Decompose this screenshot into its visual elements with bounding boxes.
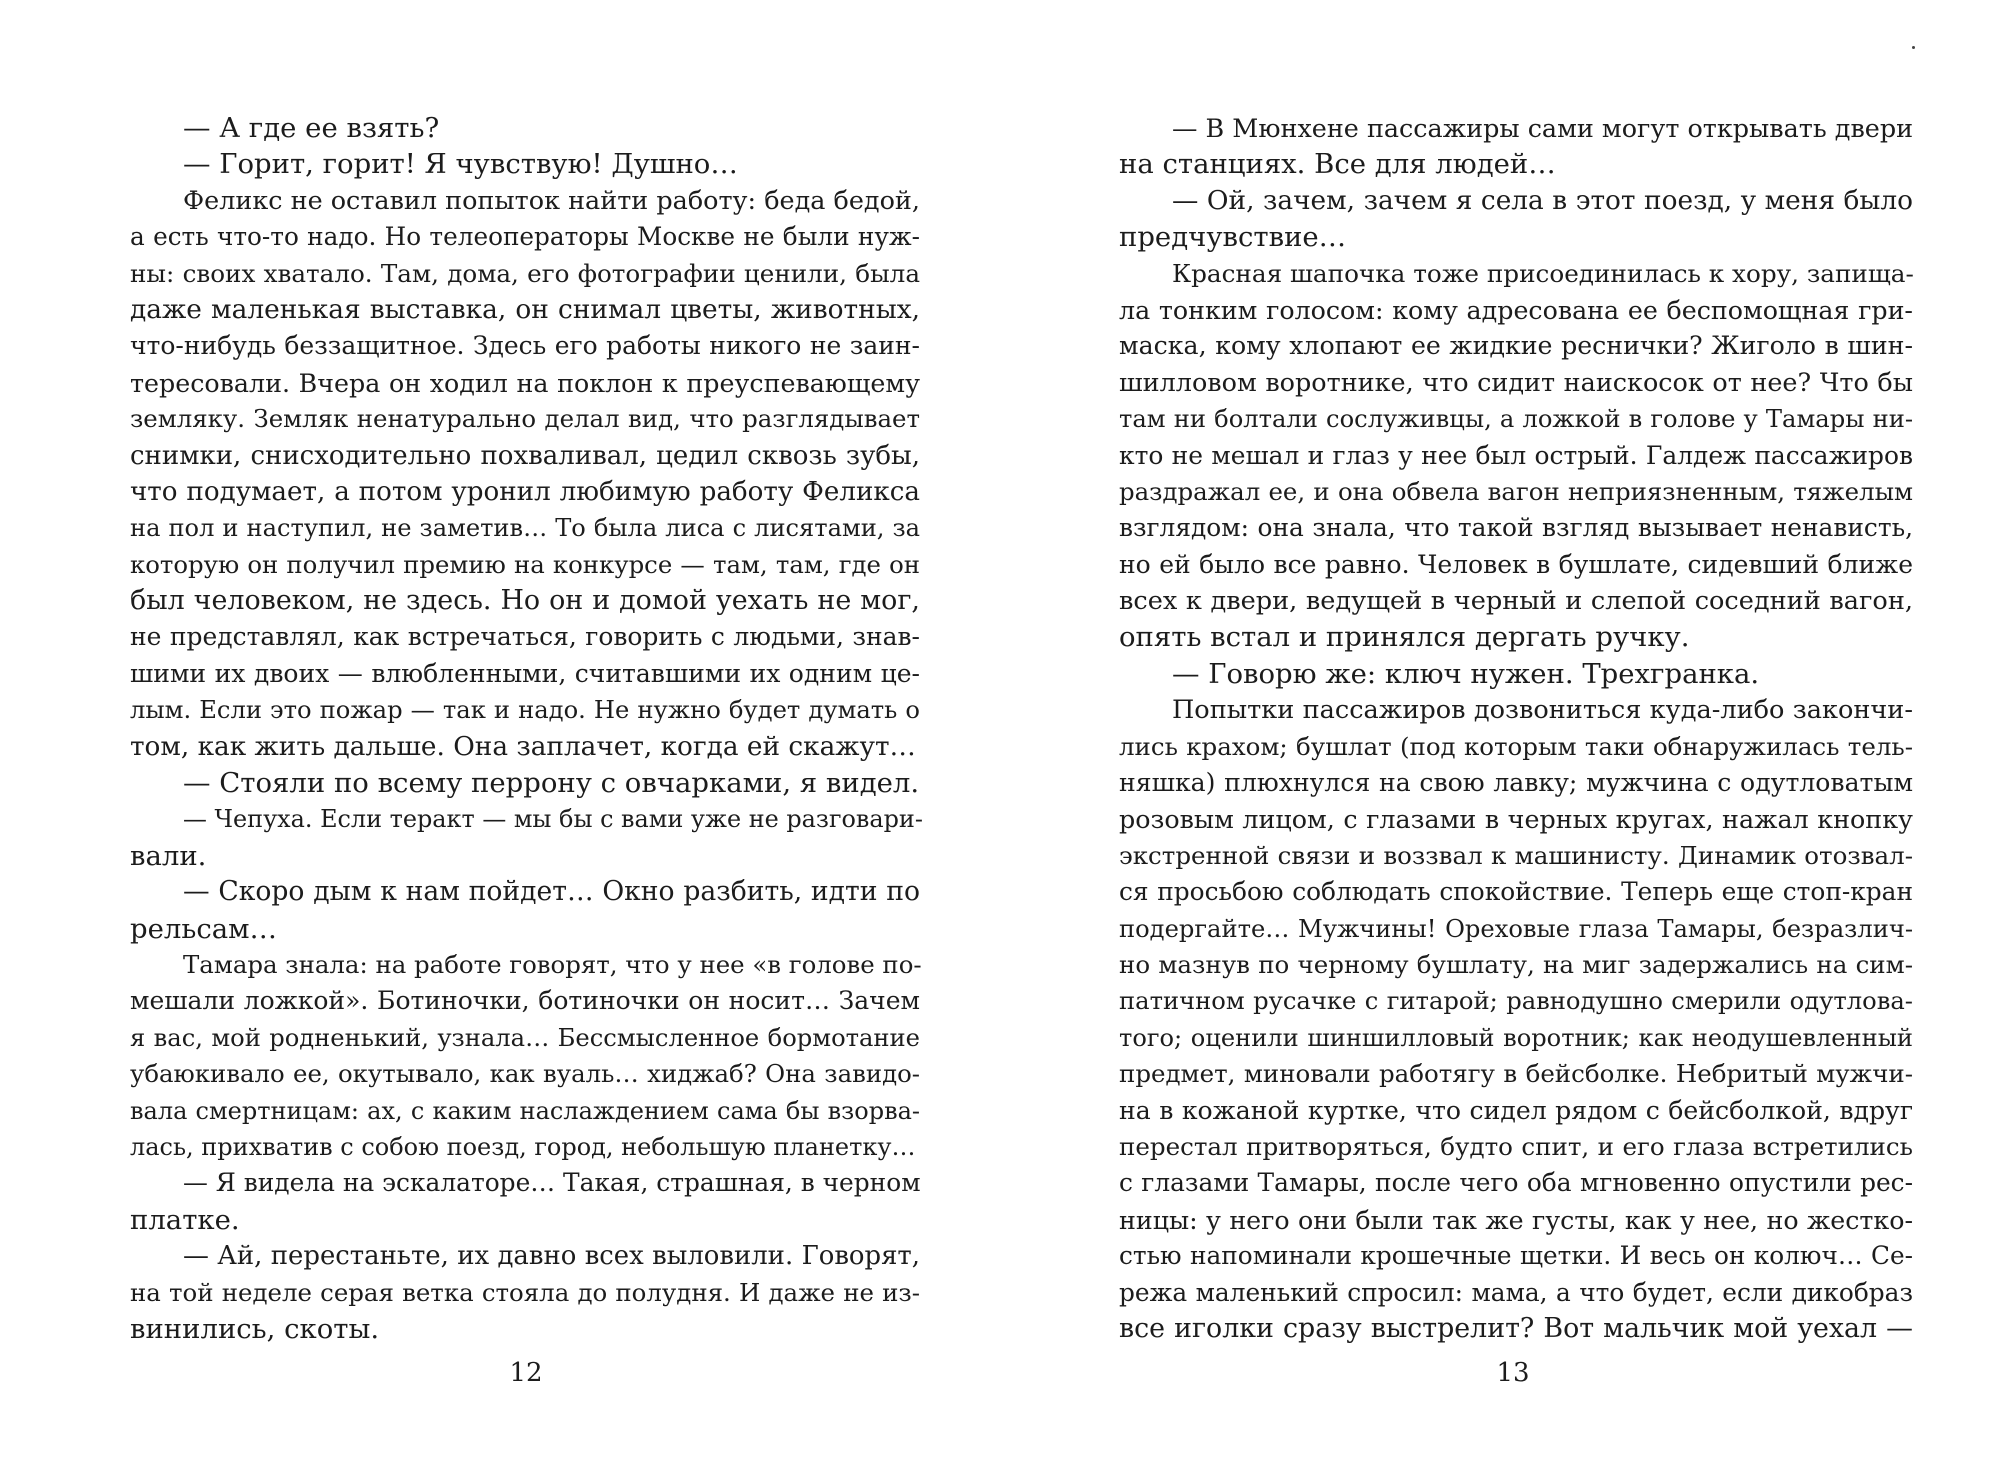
- text-line: няшка) плюхнулся на свою лавку; мужчина с одутловатым: [1119, 768, 1913, 798]
- text-line: ла тонким голосом: кому адресована ее беспомощная гри-: [1119, 294, 1913, 325]
- text-line: подергайте… Мужчины! Ореховые глаза Тамары, безразлич-: [1119, 914, 1913, 943]
- right-page-text: [1119, 110, 1913, 1347]
- text-line: — Ай, перестаньте, их давно всех выловили. Говорят,: [183, 1241, 920, 1272]
- text-line: на пол и наступил, не заметив… То была лиса с лисятами, за: [130, 514, 920, 543]
- text-line: убаюкивало ее, окутывало, как вуаль… хиджаб? Она завидо-: [130, 1059, 920, 1089]
- text-line: — Я видела на эскалаторе… Такая, страшная, в черном: [183, 1168, 921, 1198]
- text-line: — А где ее взять?: [183, 112, 440, 144]
- text-line: я вас, мой родненький, узнала… Бессмысленное бормотание: [130, 1023, 920, 1052]
- text-line: экстренной связи и воззвал к машинисту. Динамик отозвал-: [1119, 840, 1913, 870]
- text-line: режа маленький спросил: мама, а что будет, если дикобраз: [1119, 1277, 1913, 1307]
- text-line: стью напоминали крошечные щетки. И весь он колюч… Се-: [1119, 1241, 1913, 1271]
- text-line: тересовали. Вчера он ходил на поклон к преуспевающему: [130, 367, 920, 398]
- text-line: земляку. Земляк ненатурально делал вид, что разглядывает: [130, 404, 920, 434]
- text-line: Красная шапочка тоже присоединилась к хору, запища-: [1172, 258, 1914, 288]
- text-line: шилловом воротнике, что сидит наискосок от нее? Что бы: [1119, 367, 1913, 398]
- text-line: — Чепуха. Если теракт — мы бы с вами уже не разговари-: [183, 805, 923, 834]
- text-line: на в кожаной куртке, что сидел рядом с бейсболкой, вдруг: [1119, 1095, 1913, 1125]
- text-line: всех к двери, ведущей в черный и слепой соседний вагон,: [1119, 586, 1913, 617]
- text-line: не представлял, как встречаться, говорить с людьми, знав-: [130, 622, 920, 652]
- text-line: все иголки сразу выстрелит? Вот мальчик мой уехал —: [1119, 1312, 1913, 1344]
- text-line: там ни болтали сослуживцы, а ложкой в голове у Тамары ни-: [1119, 405, 1913, 434]
- text-line: которую он получил премию на конкурсе — там, там, где он: [130, 549, 920, 579]
- text-line: даже маленькая выставка, он снимал цветы, животных,: [130, 293, 920, 325]
- text-line: но ей было все равно. Человек в бушлате, сидевший ближе: [1119, 549, 1913, 579]
- text-line: Попытки пассажиров дозвониться куда-либо закончи-: [1172, 695, 1913, 726]
- text-line: ся просьбою соблюдать спокойствие. Теперь еще стоп-кран: [1119, 877, 1913, 907]
- text-line: лым. Если это пожар — так и надо. Не нужно будет думать о: [130, 696, 920, 725]
- text-line: ны: своих хватало. Там, дома, его фотографии ценили, была: [130, 258, 920, 288]
- text-line: лись крахом; бушлат (под которым таки обнаружилась тель-: [1119, 731, 1913, 761]
- text-line: Тамара знала: на работе говорят, что у нее «в голове по-: [183, 949, 922, 979]
- right-page: [1000, 0, 2000, 1477]
- text-line: шими их двоих — влюбленными, считавшими их одним це-: [130, 658, 920, 688]
- text-line: был человеком, не здесь. Но он и домой уехать не мог,: [130, 585, 920, 617]
- text-line: опять встал и принялся дергать ручку.: [1119, 621, 1690, 654]
- text-line: раздражал ее, и она обвела вагон неприязненным, тяжелым: [1119, 476, 1913, 506]
- page-number: 12: [509, 1358, 543, 1388]
- text-line: — В Мюнхене пассажиры сами могут открывать двери: [1172, 113, 1914, 143]
- text-line: того; оценили шиншилловый воротник; как неодушевленный: [1119, 1023, 1913, 1052]
- text-line: что подумает, а потом уронил любимую работу Феликса: [130, 476, 920, 507]
- text-line: — Ой, зачем, зачем я села в этот поезд, у меня было: [1172, 185, 1913, 216]
- text-line: платке.: [130, 1203, 240, 1236]
- page-number: 13: [1496, 1358, 1530, 1388]
- text-line: с глазами Тамары, после чего оба мгновенно опустили рес-: [1119, 1168, 1913, 1198]
- text-line: розовым лицом, с глазами в черных кругах, нажал кнопку: [1119, 804, 1913, 835]
- text-line: вали.: [130, 839, 207, 872]
- text-line: перестал притворяться, будто спит, и его глаза встретились: [1119, 1131, 1913, 1161]
- text-line: лась, прихватив с собою поезд, город, небольшую планетку…: [130, 1132, 916, 1161]
- text-line: Феликс не оставил попыток найти работу: беда бедой,: [183, 185, 920, 216]
- text-line: — Стояли по всему перрону с овчарками, я видел.: [183, 767, 920, 800]
- text-line: том, как жить дальше. Она заплачет, когда ей скажут…: [130, 731, 916, 762]
- print-speck: [1912, 46, 1915, 49]
- text-line: ницы: у него они были так же густы, как у нее, но жестко-: [1119, 1204, 1913, 1235]
- text-line: мешали ложкой». Ботиночки, ботиночки он носит… Зачем: [130, 986, 920, 1016]
- text-line: снимки, снисходительно похваливал, цедил сквозь зубы,: [130, 440, 920, 471]
- text-line: что-нибудь беззащитное. Здесь его работы никого не заин-: [130, 331, 920, 361]
- text-line: — Горит, горит! Я чувствую! Душно…: [183, 148, 738, 181]
- text-line: но мазнув по черному бушлату, на миг задержались на сим-: [1119, 949, 1913, 979]
- text-line: предчувствие…: [1119, 221, 1347, 254]
- text-line: маска, кому хлопают ее жидкие реснички? Жиголо в шин-: [1119, 331, 1913, 361]
- text-line: винились, скоты.: [130, 1312, 380, 1345]
- text-line: — Говорю же: ключ нужен. Трехгранка.: [1172, 657, 1760, 690]
- left-page-text: [130, 110, 923, 1347]
- text-line: кто не мешал и глаз у нее был острый. Галдеж пассажиров: [1119, 440, 1913, 470]
- text-line: на той неделе серая ветка стояла до полудня. И даже не из-: [130, 1277, 920, 1307]
- text-line: предмет, миновали работягу в бейсболке. Небритый мужчи-: [1119, 1059, 1913, 1089]
- text-line: патичном русачке с гитарой; равнодушно смерили одутлова-: [1119, 987, 1913, 1016]
- text-line: на станциях. Все для людей…: [1119, 148, 1556, 181]
- text-line: вала смертницам: ах, с каким наслаждением сама бы взорва-: [130, 1096, 920, 1125]
- text-line: а есть что-то надо. Но телеоператоры Москве не были нуж-: [130, 222, 920, 252]
- text-line: рельсам…: [130, 912, 278, 945]
- text-line: — Скоро дым к нам пойдет… Окно разбить, идти по: [183, 876, 920, 908]
- text-line: взглядом: она знала, что такой взгляд вызывает ненависть,: [1119, 513, 1913, 543]
